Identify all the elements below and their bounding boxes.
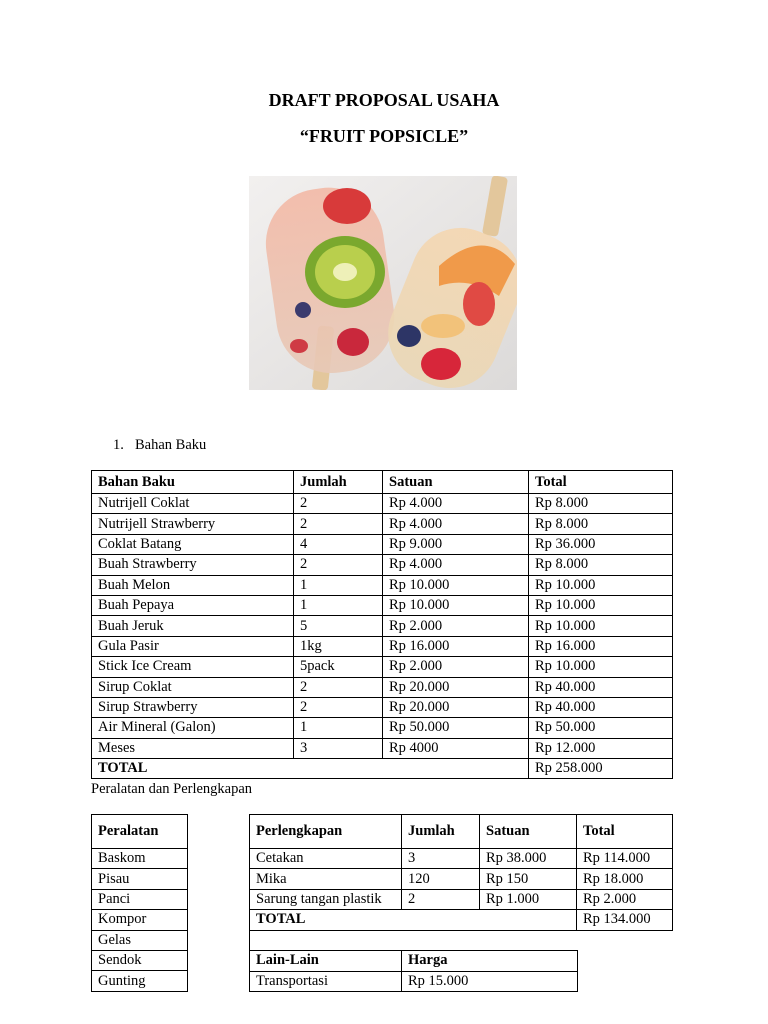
table-row: [92, 910, 188, 930]
table-row: [92, 869, 188, 889]
table-cell: 1: [294, 575, 383, 595]
table-cell: 2: [294, 697, 383, 717]
table-cell: Rp 16.000: [529, 636, 673, 656]
total-label: TOTAL: [250, 910, 577, 930]
table-cell: Rp 18.000: [577, 869, 673, 889]
table-cell: Air Mineral (Galon): [92, 718, 294, 738]
table-cell: Rp 8.000: [529, 555, 673, 575]
table-cell: Coklat Batang: [92, 534, 294, 554]
table-cell: Gelas: [92, 930, 188, 950]
table-cell: Rp 4.000: [383, 514, 529, 534]
table-row: [92, 534, 673, 554]
total-value: Rp 134.000: [577, 910, 673, 930]
header-cell: Lain-Lain: [250, 951, 402, 972]
table-cell: Rp 40.000: [529, 677, 673, 697]
section-label: Bahan Baku: [135, 437, 207, 453]
table-cell: Buah Strawberry: [92, 555, 294, 575]
table-cell: 1: [294, 718, 383, 738]
header-cell: Satuan: [383, 471, 529, 494]
table-cell: 3: [402, 849, 480, 869]
table-cell: Pisau: [92, 869, 188, 889]
lain-lain-table: [249, 950, 578, 992]
table-cell: 5pack: [294, 657, 383, 677]
table-cell: Cetakan: [250, 849, 402, 869]
header-cell: Total: [577, 815, 673, 849]
table-row: [92, 595, 673, 615]
table-cell: Nutrijell Strawberry: [92, 514, 294, 534]
table-row: [92, 950, 188, 970]
table-cell: Sirup Coklat: [92, 677, 294, 697]
table-row: [92, 849, 188, 869]
table-cell: Rp 10.000: [529, 616, 673, 636]
document-title: DRAFT PROPOSAL USAHA: [268, 90, 500, 110]
perlengkapan-table: [249, 814, 673, 931]
table-cell: 2: [294, 677, 383, 697]
table-cell: Rp 15.000: [402, 971, 578, 992]
header-cell: Perlengkapan: [250, 815, 402, 849]
table-cell: 2: [402, 889, 480, 909]
table-cell: Rp 36.000: [529, 534, 673, 554]
table-header-row: [250, 951, 578, 972]
table-cell: Rp 16.000: [383, 636, 529, 656]
table-row: [250, 849, 673, 869]
table-cell: 4: [294, 534, 383, 554]
table-cell: Rp 4.000: [383, 494, 529, 514]
table-row: [250, 869, 673, 889]
table-row: [92, 575, 673, 595]
table-cell: 2: [294, 514, 383, 534]
table-cell: Mika: [250, 869, 402, 889]
table-row: [92, 514, 673, 534]
table-cell: Rp 20.000: [383, 677, 529, 697]
table-cell: 2: [294, 555, 383, 575]
table-row: [92, 677, 673, 697]
header-cell: Jumlah: [402, 815, 480, 849]
table-row: [92, 494, 673, 514]
section-heading-peralatan: Peralatan dan Perlengkapan: [91, 781, 253, 797]
table-row: [250, 889, 673, 909]
table-cell: Rp 8.000: [529, 514, 673, 534]
table-row: [92, 697, 673, 717]
table-cell: Gula Pasir: [92, 636, 294, 656]
peralatan-table: [91, 814, 188, 992]
table-row: [92, 738, 673, 758]
table-cell: Meses: [92, 738, 294, 758]
table-cell: Rp 20.000: [383, 697, 529, 717]
table-row: [92, 616, 673, 636]
header-cell: Total: [529, 471, 673, 494]
table-cell: Rp 150: [480, 869, 577, 889]
table-cell: Rp 10.000: [529, 657, 673, 677]
table-cell: Rp 10.000: [529, 575, 673, 595]
fruit-popsicle-photo: [249, 176, 517, 390]
table-cell: Rp 2.000: [383, 616, 529, 636]
table-cell: Rp 2.000: [577, 889, 673, 909]
table-cell: 120: [402, 869, 480, 889]
table-cell: 1kg: [294, 636, 383, 656]
table-cell: Rp 50.000: [383, 718, 529, 738]
table-cell: Sirup Strawberry: [92, 697, 294, 717]
table-cell: Rp 40.000: [529, 697, 673, 717]
header-cell: Peralatan: [92, 815, 188, 849]
table-cell: Transportasi: [250, 971, 402, 992]
table-cell: Baskom: [92, 849, 188, 869]
table-cell: 1: [294, 595, 383, 615]
table-row: [92, 636, 673, 656]
table-header-row: [92, 815, 188, 849]
table-cell: Rp 50.000: [529, 718, 673, 738]
table-cell: Buah Pepaya: [92, 595, 294, 615]
table-cell: Rp 1.000: [480, 889, 577, 909]
header-cell: Bahan Baku: [92, 471, 294, 494]
table-cell: Stick Ice Cream: [92, 657, 294, 677]
total-value: Rp 258.000: [529, 759, 673, 779]
table-cell: Sarung tangan plastik: [250, 889, 402, 909]
table-row: [250, 971, 578, 992]
table-cell: Rp 10.000: [383, 595, 529, 615]
table-cell: Rp 2.000: [383, 657, 529, 677]
table-cell: Sendok: [92, 950, 188, 970]
header-cell: Jumlah: [294, 471, 383, 494]
table-cell: Nutrijell Coklat: [92, 494, 294, 514]
section-number: 1.: [113, 437, 124, 453]
table-cell: Rp 4000: [383, 738, 529, 758]
header-cell: Satuan: [480, 815, 577, 849]
table-cell: Panci: [92, 889, 188, 909]
table-row: [92, 718, 673, 738]
table-row: [92, 555, 673, 575]
table-cell: Rp 38.000: [480, 849, 577, 869]
document-subtitle: “FRUIT POPSICLE”: [299, 126, 469, 146]
table-cell: Rp 4.000: [383, 555, 529, 575]
table-cell: 2: [294, 494, 383, 514]
table-header-row: [250, 815, 673, 849]
table-cell: Rp 114.000: [577, 849, 673, 869]
table-row: [92, 930, 188, 950]
table-spacer: [249, 930, 577, 950]
table-total-row: [92, 759, 673, 779]
table-row: [92, 889, 188, 909]
table-cell: Rp 12.000: [529, 738, 673, 758]
table-cell: 5: [294, 616, 383, 636]
table-cell: Rp 8.000: [529, 494, 673, 514]
table-cell: 3: [294, 738, 383, 758]
table-cell: Gunting: [92, 971, 188, 991]
table-row: [92, 971, 188, 991]
bahan-baku-table: [91, 470, 673, 779]
table-total-row: [250, 910, 673, 930]
table-cell: Buah Jeruk: [92, 616, 294, 636]
header-cell: Harga: [402, 951, 578, 972]
table-cell: Kompor: [92, 910, 188, 930]
table-cell: Rp 10.000: [383, 575, 529, 595]
table-cell: Rp 10.000: [529, 595, 673, 615]
table-header-row: [92, 471, 673, 494]
table-cell: Rp 9.000: [383, 534, 529, 554]
total-label: TOTAL: [92, 759, 529, 779]
table-row: [92, 657, 673, 677]
section-heading-bahan-baku: [113, 437, 206, 454]
table-cell: Buah Melon: [92, 575, 294, 595]
